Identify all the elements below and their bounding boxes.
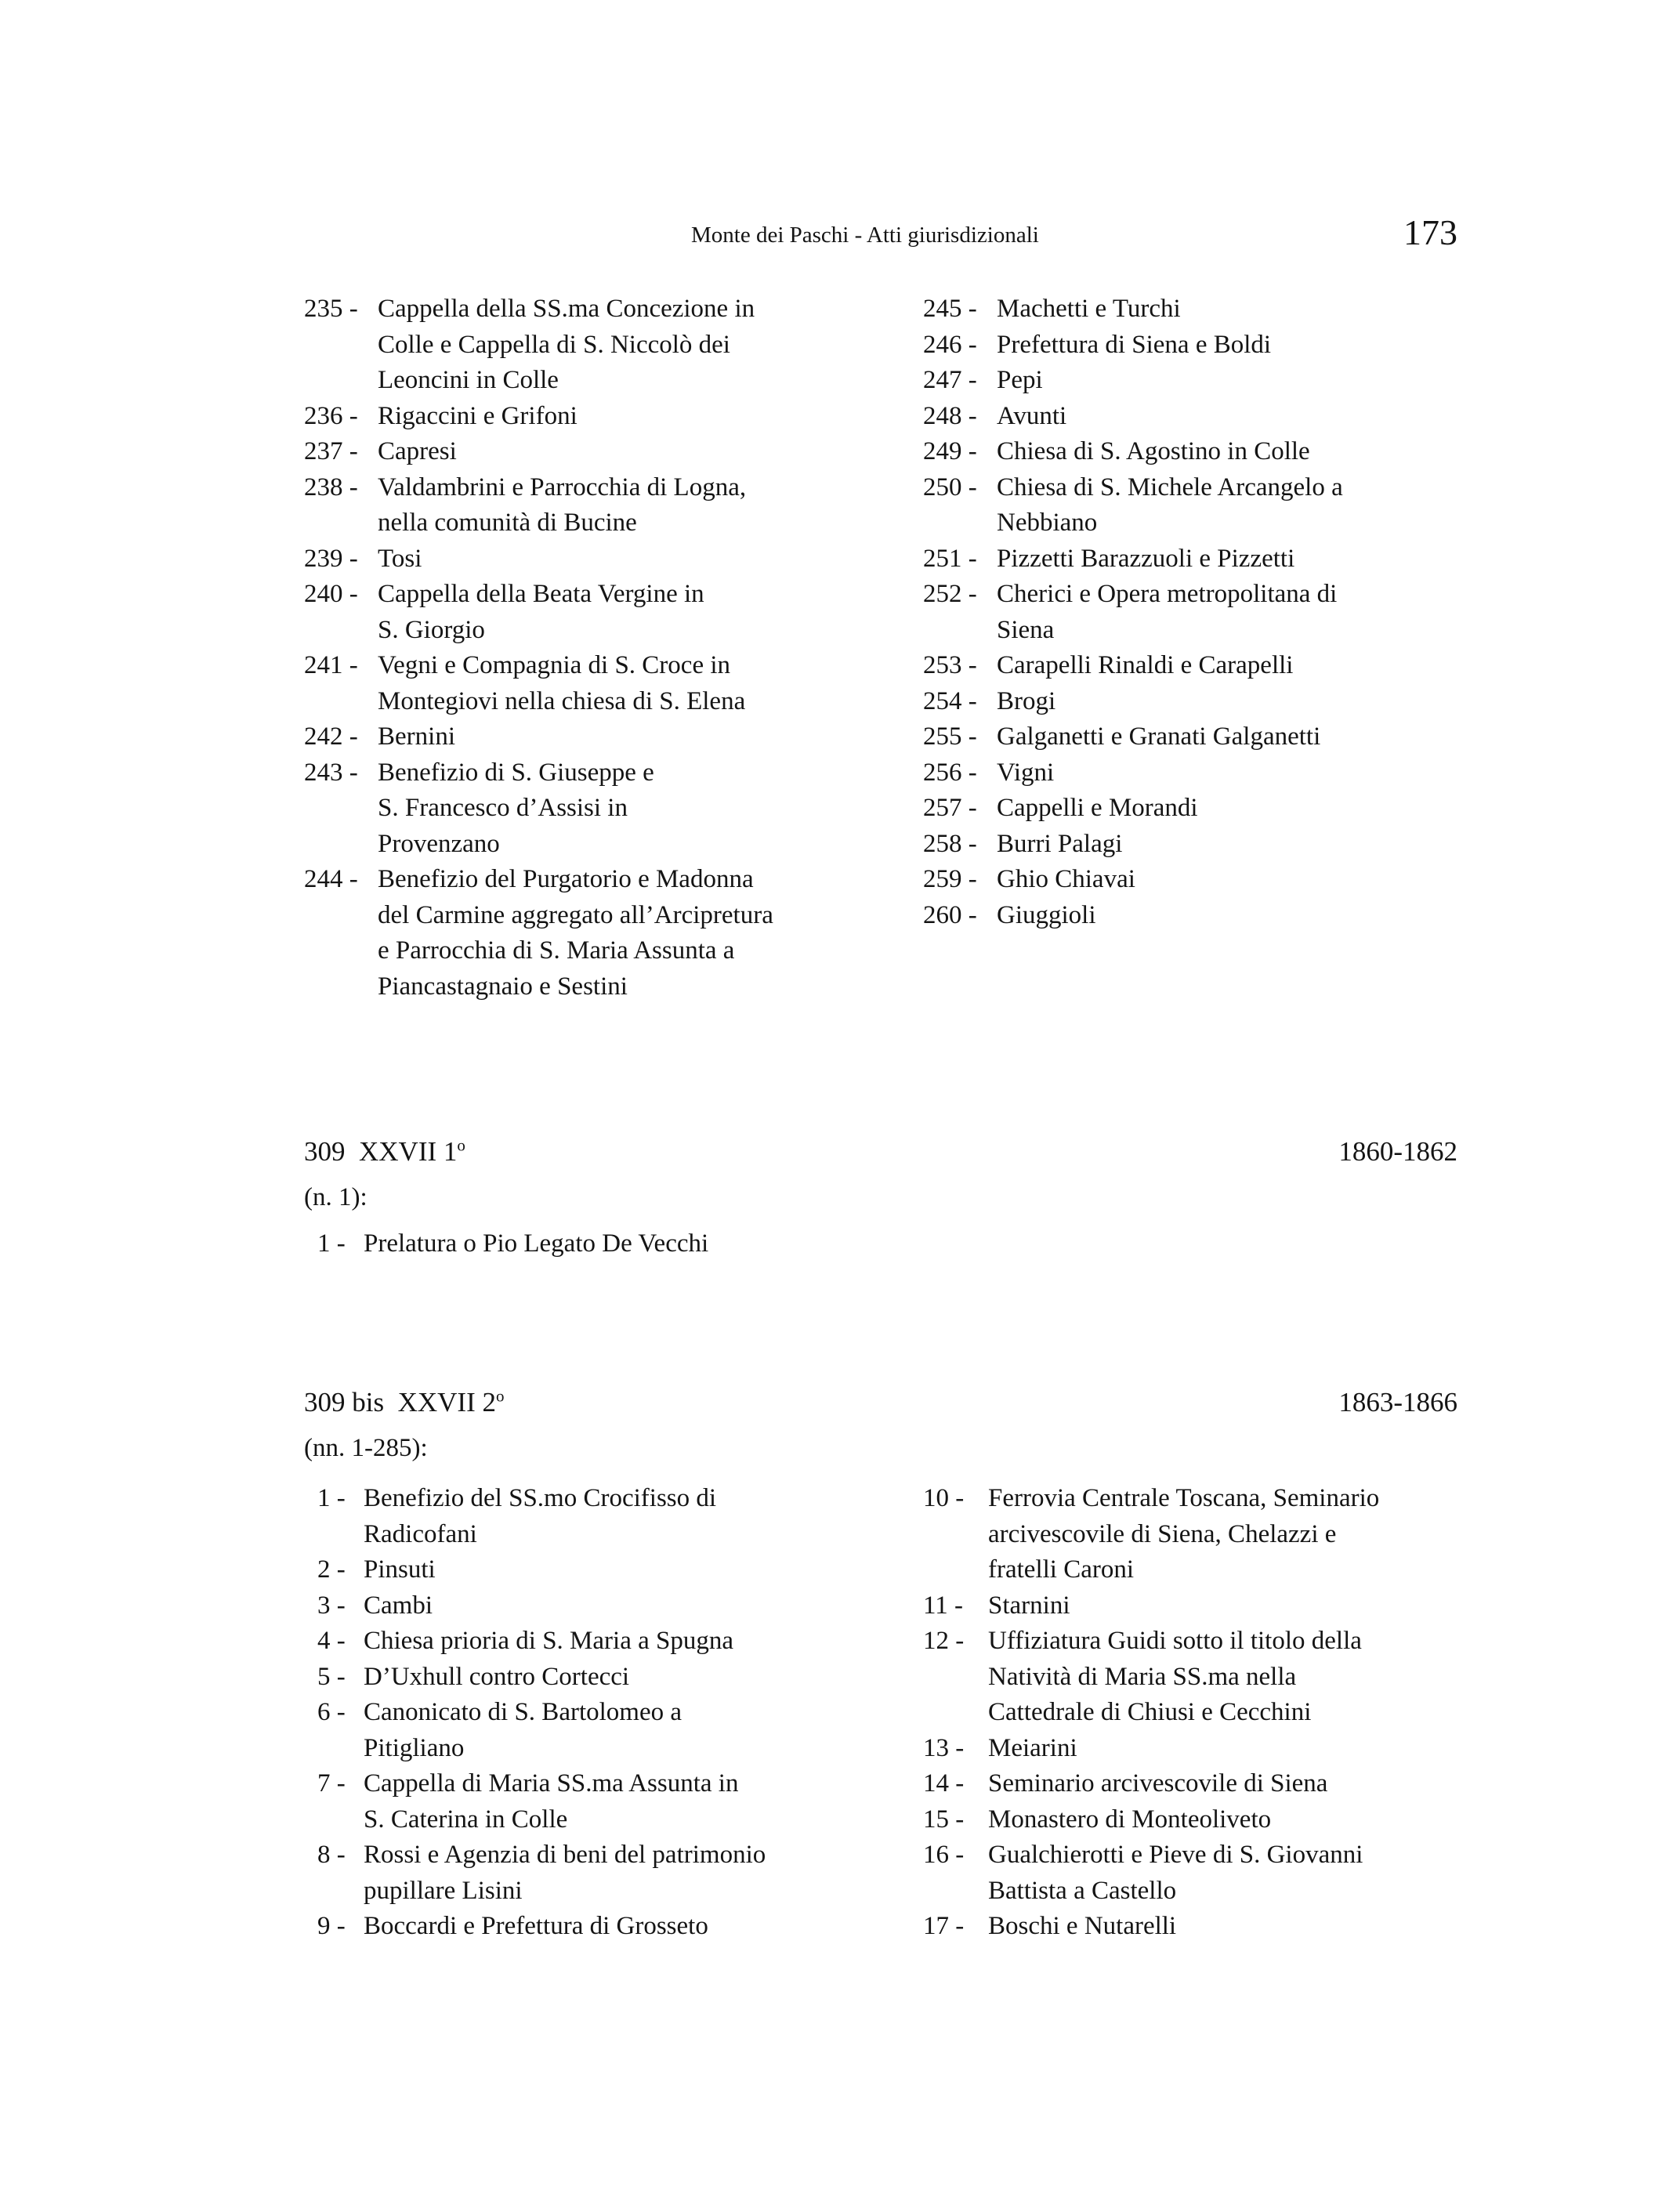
item-text-line: Radicofani	[364, 1519, 477, 1548]
list-item	[304, 434, 884, 470]
item-text-line: Benefizio di S. Giuseppe e	[378, 758, 654, 787]
item-text-line: Pinsuti	[364, 1555, 436, 1584]
item-text	[364, 1909, 882, 1945]
item-text	[988, 1766, 1472, 1802]
item-text	[364, 1695, 882, 1766]
section-309-entries	[317, 1226, 708, 1262]
section-309-range: (n. 1):	[304, 1183, 368, 1211]
item-text-line: Pitigliano	[364, 1733, 465, 1762]
item-text	[997, 719, 1487, 755]
item-text	[988, 1624, 1472, 1731]
item-text	[997, 291, 1487, 328]
item-text-line: Cappella di Maria SS.ma Assunta in	[364, 1769, 739, 1798]
item-text	[378, 577, 884, 648]
item-number: 4 -	[317, 1627, 352, 1655]
item-number: 15 -	[923, 1805, 971, 1834]
item-number: 249 -	[923, 437, 983, 465]
degree-mark: o	[496, 1386, 505, 1406]
item-number: 237 -	[304, 437, 364, 465]
section-309bis-heading	[304, 1387, 1457, 1426]
item-text-line: Starnini	[988, 1591, 1070, 1620]
page-number: 173	[1403, 212, 1457, 252]
item-number: 14 -	[923, 1769, 971, 1798]
item-text	[997, 363, 1487, 399]
item-text	[997, 399, 1487, 435]
item-text-line: Battista a Castello	[988, 1876, 1177, 1905]
section-signature	[304, 1136, 465, 1168]
item-text	[997, 541, 1487, 577]
list-item	[923, 1624, 1472, 1731]
item-number: 2 -	[317, 1555, 352, 1584]
item-number: 238 -	[304, 472, 364, 501]
item-text-line: Vegni e Compagnia di S. Croce in	[378, 651, 731, 679]
item-text	[997, 328, 1487, 364]
item-number: 239 -	[304, 544, 364, 573]
item-text	[997, 898, 1487, 934]
item-number: 1 -	[317, 1484, 352, 1512]
item-text-line: fratelli Caroni	[988, 1555, 1135, 1584]
section-309bis-left-column	[317, 1481, 882, 1945]
list-item	[304, 862, 884, 1005]
list-item	[923, 1909, 1472, 1945]
item-number: 8 -	[317, 1841, 352, 1869]
list-item	[317, 1695, 882, 1766]
list-item	[923, 470, 1487, 541]
section-309bis-range: (nn. 1-285):	[304, 1434, 428, 1462]
list-item	[304, 541, 884, 577]
list-item	[304, 648, 884, 719]
item-text-line: Cherici e Opera metropolitana di	[997, 580, 1338, 608]
list-item	[317, 1766, 882, 1837]
item-number: 9 -	[317, 1912, 352, 1940]
item-number: 7 -	[317, 1769, 352, 1798]
item-number: 251 -	[923, 544, 983, 573]
item-text-line: Capresi	[378, 437, 457, 465]
item-text-line: S. Caterina in Colle	[364, 1805, 568, 1834]
item-text-line: Bernini	[378, 722, 455, 751]
item-text	[997, 827, 1487, 863]
list-item	[317, 1552, 882, 1588]
item-number: 254 -	[923, 686, 983, 715]
list-item	[304, 470, 884, 541]
section-309bis-right-column	[923, 1481, 1472, 1945]
item-text-line: Chiesa di S. Agostino in Colle	[997, 437, 1310, 465]
item-text	[364, 1588, 882, 1624]
item-text-line: Galganetti e Granati Galganetti	[997, 722, 1321, 751]
item-text-line: Nebbiano	[997, 509, 1098, 537]
item-text-line: Rossi e Agenzia di beni del patrimonio	[364, 1841, 766, 1869]
item-text	[364, 1552, 882, 1588]
running-title: Monte dei Paschi - Atti giurisdizionali	[691, 223, 1039, 248]
list-item	[304, 755, 884, 863]
item-number: 12 -	[923, 1627, 971, 1655]
item-number: 247 -	[923, 366, 983, 394]
item-text	[378, 541, 884, 577]
item-text	[997, 577, 1487, 648]
item-text-line: Prefettura di Siena e Boldi	[997, 330, 1272, 359]
item-number: 258 -	[923, 829, 983, 858]
list-item	[304, 577, 884, 648]
item-number: 242 -	[304, 722, 364, 751]
item-text-line: Provenzano	[378, 829, 500, 858]
section-number: 309 bis	[304, 1387, 385, 1417]
list-item	[923, 898, 1487, 934]
list-item	[923, 719, 1487, 755]
item-number: 5 -	[317, 1662, 352, 1691]
item-number: 13 -	[923, 1733, 971, 1762]
list-item	[317, 1624, 882, 1660]
item-text-line: Cappelli e Morandi	[997, 794, 1198, 822]
item-number: 240 -	[304, 580, 364, 608]
item-text	[997, 791, 1487, 827]
section-volume: 2	[482, 1387, 496, 1417]
list-item	[923, 363, 1487, 399]
item-text-line: Burri Palagi	[997, 829, 1123, 858]
item-text-line: Cattedrale di Chiusi e Cecchini	[988, 1698, 1312, 1726]
item-text-line: Cappella della SS.ma Concezione in	[378, 295, 755, 323]
section-dates: 1863-1866	[1338, 1387, 1457, 1417]
section-signature	[304, 1387, 505, 1418]
item-text-line: Ghio Chiavai	[997, 865, 1135, 893]
list-item	[304, 719, 884, 755]
item-text-line: Chiesa prioria di S. Maria a Spugna	[364, 1627, 733, 1655]
item-text	[378, 648, 884, 719]
section-series: XXVII	[359, 1136, 437, 1167]
list-item	[923, 328, 1487, 364]
item-text	[364, 1226, 708, 1262]
item-number: 1 -	[317, 1229, 352, 1258]
item-text-line: S. Francesco d’Assisi in	[378, 794, 628, 822]
item-text-line: Cappella della Beata Vergine in	[378, 580, 704, 608]
item-text	[988, 1909, 1472, 1945]
item-text-line: arcivescovile di Siena, Chelazzi e	[988, 1519, 1337, 1548]
item-text	[364, 1481, 882, 1552]
item-text-line: Gualchierotti e Pieve di S. Giovanni	[988, 1841, 1363, 1869]
item-text-line: Chiesa di S. Michele Arcangelo a	[997, 472, 1343, 501]
list-item	[317, 1909, 882, 1945]
item-text	[378, 399, 884, 435]
item-number: 260 -	[923, 900, 983, 929]
item-number: 252 -	[923, 580, 983, 608]
item-text-line: del Carmine aggregato all’Arcipretura	[378, 900, 773, 929]
list-item	[923, 1802, 1472, 1838]
list-item	[923, 684, 1487, 720]
item-text	[378, 862, 884, 1005]
item-text	[988, 1481, 1472, 1588]
item-number: 253 -	[923, 651, 983, 679]
list-item	[923, 1588, 1472, 1624]
item-number: 17 -	[923, 1912, 971, 1940]
item-text	[378, 755, 884, 863]
item-number: 248 -	[923, 401, 983, 430]
item-text-line: pupillare Lisini	[364, 1876, 523, 1905]
list-item	[923, 1481, 1472, 1588]
list-item	[923, 1731, 1472, 1767]
item-text-line: Montegiovi nella chiesa di S. Elena	[378, 686, 746, 715]
item-text-line: Benefizio del SS.mo Crocifisso di	[364, 1484, 717, 1512]
item-number: 250 -	[923, 472, 983, 501]
item-text-line: Natività di Maria SS.ma nella	[988, 1662, 1297, 1691]
list-item	[923, 755, 1487, 791]
item-number: 243 -	[304, 758, 364, 787]
item-number: 11 -	[923, 1591, 970, 1620]
list-item	[923, 399, 1487, 435]
continuation-right-column	[923, 291, 1487, 933]
section-series: XXVII	[397, 1387, 476, 1417]
list-item	[923, 577, 1487, 648]
item-text	[997, 648, 1487, 684]
item-text-line: e Parrocchia di S. Maria Assunta a	[378, 936, 735, 965]
item-text-line: Meiarini	[988, 1733, 1077, 1762]
item-number: 246 -	[923, 330, 983, 359]
item-text-line: Leoncini in Colle	[378, 366, 559, 394]
item-text-line: nella comunità di Bucine	[378, 509, 637, 537]
item-number: 256 -	[923, 758, 983, 787]
item-text-line: Pizzetti Barazzuoli e Pizzetti	[997, 544, 1295, 573]
item-text	[997, 862, 1487, 898]
item-number: 10 -	[923, 1484, 971, 1512]
list-item	[923, 291, 1487, 328]
item-number: 16 -	[923, 1841, 971, 1869]
list-item	[923, 541, 1487, 577]
item-text-line: Tosi	[378, 544, 422, 573]
item-number: 244 -	[304, 865, 364, 893]
list-item	[923, 827, 1487, 863]
list-item	[304, 291, 884, 399]
item-number: 257 -	[923, 794, 983, 822]
item-text-line: Seminario arcivescovile di Siena	[988, 1769, 1328, 1798]
list-item	[317, 1226, 708, 1262]
list-item	[923, 862, 1487, 898]
item-text-line: Monastero di Monteoliveto	[988, 1805, 1272, 1834]
continuation-left-column	[304, 291, 884, 1005]
item-text-line: Vigni	[997, 758, 1055, 787]
section-number: 309	[304, 1136, 346, 1167]
section-309-heading	[304, 1136, 1457, 1175]
section-volume: 1	[443, 1136, 458, 1167]
item-text-line: Giuggioli	[997, 900, 1096, 929]
item-number: 3 -	[317, 1591, 352, 1620]
item-text-line: Canonicato di S. Bartolomeo a	[364, 1698, 682, 1726]
item-text-line: Boccardi e Prefettura di Grosseto	[364, 1912, 708, 1940]
item-text	[378, 434, 884, 470]
item-text	[378, 719, 884, 755]
list-item	[923, 1766, 1472, 1802]
item-text	[988, 1837, 1472, 1909]
item-text	[988, 1588, 1472, 1624]
list-item	[923, 434, 1487, 470]
item-text	[997, 755, 1487, 791]
item-text	[988, 1802, 1472, 1838]
item-text-line: Siena	[997, 615, 1055, 644]
list-item	[923, 648, 1487, 684]
item-text-line: D’Uxhull contro Cortecci	[364, 1662, 630, 1691]
item-text-line: Benefizio del Purgatorio e Madonna	[378, 865, 754, 893]
item-number: 259 -	[923, 865, 983, 893]
degree-mark: o	[457, 1135, 465, 1155]
item-text	[988, 1731, 1472, 1767]
list-item	[317, 1660, 882, 1696]
item-text-line: Boschi e Nutarelli	[988, 1912, 1177, 1940]
item-text-line: Carapelli Rinaldi e Carapelli	[997, 651, 1294, 679]
item-text	[997, 684, 1487, 720]
item-text-line: Rigaccini e Grifoni	[378, 401, 578, 430]
list-item	[317, 1481, 882, 1552]
item-text	[364, 1660, 882, 1696]
item-text	[997, 470, 1487, 541]
item-text-line: Machetti e Turchi	[997, 295, 1181, 323]
list-item	[923, 791, 1487, 827]
item-text-line: Valdambrini e Parrocchia di Logna,	[378, 472, 747, 501]
item-text	[378, 470, 884, 541]
item-text-line: Avunti	[997, 401, 1067, 430]
item-text-line: Pepi	[997, 366, 1043, 394]
item-text-line: Piancastagnaio e Sestini	[378, 972, 628, 1001]
item-number: 236 -	[304, 401, 364, 430]
item-text-line: Uffiziatura Guidi sotto il titolo della	[988, 1627, 1362, 1655]
item-text-line: S. Giorgio	[378, 615, 485, 644]
item-number: 245 -	[923, 295, 983, 323]
item-number: 255 -	[923, 722, 983, 751]
list-item	[317, 1837, 882, 1909]
item-number: 6 -	[317, 1698, 352, 1726]
item-text-line: Ferrovia Centrale Toscana, Seminario	[988, 1484, 1380, 1512]
page-header	[0, 212, 1680, 259]
item-text	[997, 434, 1487, 470]
item-text-line: Colle e Cappella di S. Niccolò dei	[378, 330, 730, 359]
item-text	[378, 291, 884, 399]
item-text-line: Brogi	[997, 686, 1056, 715]
list-item	[304, 399, 884, 435]
list-item	[923, 1837, 1472, 1909]
item-number: 235 -	[304, 295, 364, 323]
list-item	[317, 1588, 882, 1624]
item-text	[364, 1624, 882, 1660]
item-text	[364, 1766, 882, 1837]
item-text-line: Prelatura o Pio Legato De Vecchi	[364, 1229, 709, 1258]
item-number: 241 -	[304, 651, 364, 679]
item-text-line: Cambi	[364, 1591, 433, 1620]
section-dates: 1860-1862	[1338, 1136, 1457, 1167]
item-text	[364, 1837, 882, 1909]
